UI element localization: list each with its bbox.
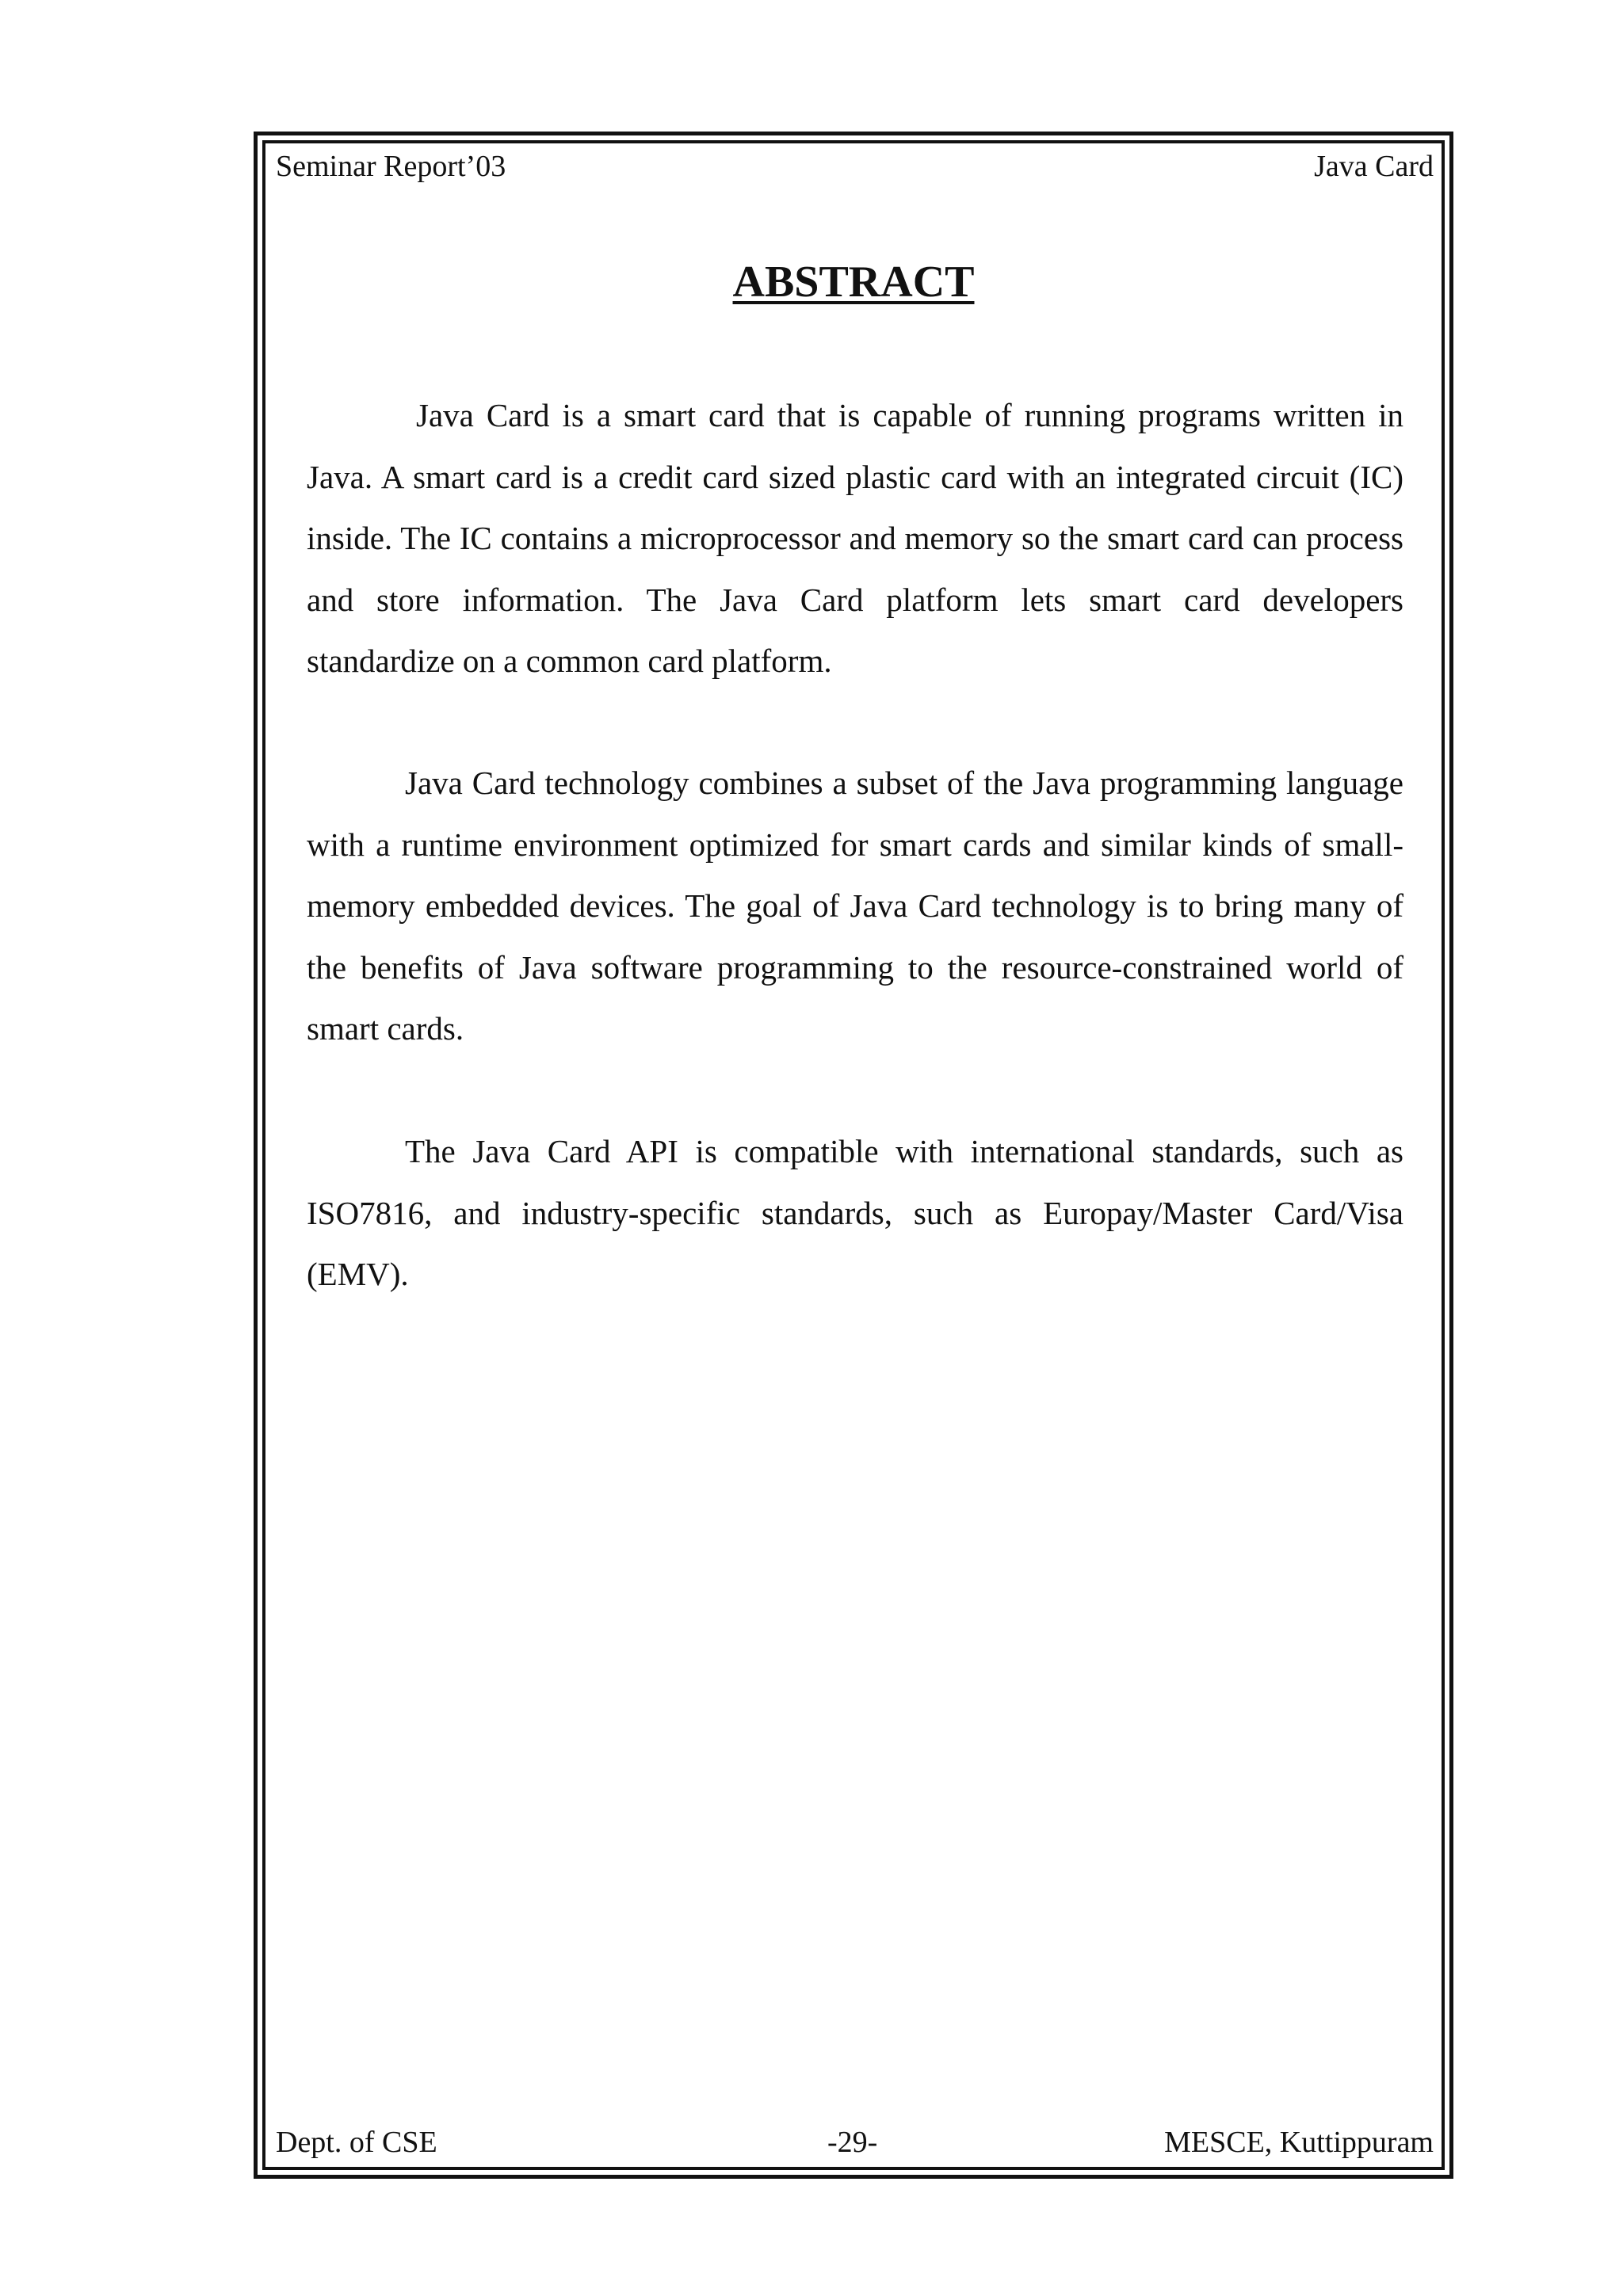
footer-department: Dept. of CSE	[276, 2126, 437, 2159]
section-title: ABSTRACT	[732, 257, 975, 307]
page-number: -29-	[827, 2126, 878, 2159]
running-header-left: Seminar Report’03	[276, 150, 506, 183]
footer-institution: MESCE, Kuttippuram	[1164, 2126, 1434, 2159]
abstract-paragraph-3: The Java Card API is compatible with international standards, such as ISO7816, and industry-specific standards, such as Europay/Master Card/Visa (EMV).	[307, 1133, 1403, 1292]
abstract-paragraph-1: Java Card is a smart card that is capable of running programs written in Java. A smart card is a credit card sized plastic card with an integrated circuit (IC) inside. The IC contains a microprocessor and memory so the smart card can process and store information. The Java Card platform lets smart card developers standardize on a common card platform.	[307, 397, 1403, 679]
running-header-right: Java Card	[1314, 150, 1434, 183]
abstract-paragraph-2: Java Card technology combines a subset of the Java programming language with a runtime environment optimized for smart cards and similar kinds of small-memory embedded devices. The goal of Java Card technology is to bring many of the benefits of Java software programming to the resource-constrained world of smart cards.	[307, 765, 1403, 1047]
